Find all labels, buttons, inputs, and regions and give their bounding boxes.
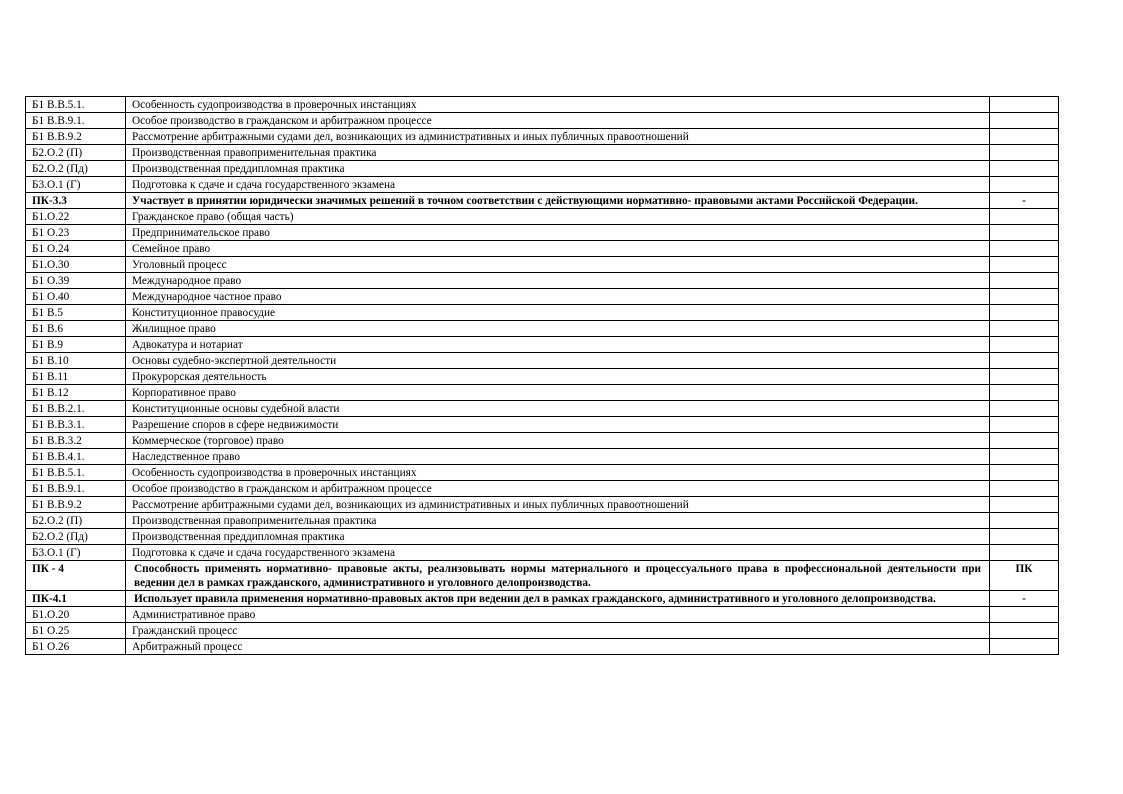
discipline-code: Б1 В.В.4.1. — [26, 449, 126, 465]
mark-cell — [990, 129, 1059, 145]
mark-cell — [990, 545, 1059, 561]
discipline-code: Б1 В.12 — [26, 385, 126, 401]
discipline-code: Б1 В.10 — [26, 353, 126, 369]
discipline-code: Б1 О.25 — [26, 623, 126, 639]
discipline-name: Международное право — [126, 273, 990, 289]
mark-cell — [990, 241, 1059, 257]
discipline-code: Б1 О.39 — [26, 273, 126, 289]
competency-code: ПК-3.3 — [26, 193, 126, 209]
discipline-name: Наследственное право — [126, 449, 990, 465]
discipline-row — [26, 607, 1059, 623]
discipline-code: Б1 В.В.9.1. — [26, 113, 126, 129]
discipline-name: Международное частное право — [126, 289, 990, 305]
mark-cell — [990, 305, 1059, 321]
discipline-row — [26, 113, 1059, 129]
discipline-name: Адвокатура и нотариат — [126, 337, 990, 353]
mark-cell — [990, 607, 1059, 623]
discipline-code: Б1 В.6 — [26, 321, 126, 337]
discipline-code: Б1 В.В.5.1. — [26, 465, 126, 481]
discipline-name: Жилищное право — [126, 321, 990, 337]
discipline-code: Б1 В.В.9.2 — [26, 497, 126, 513]
discipline-row — [26, 497, 1059, 513]
discipline-code: Б1 В.11 — [26, 369, 126, 385]
mark-cell: ПК — [990, 561, 1059, 591]
competency-description: Участвует в принятии юридически значимых решений в точном соответствии с действующими нормативно- правовыми актами Российской Федерации. — [126, 193, 990, 209]
discipline-row — [26, 385, 1059, 401]
discipline-name: Производственная преддипломная практика — [126, 529, 990, 545]
discipline-name: Особое производство в гражданском и арбитражном процессе — [126, 113, 990, 129]
discipline-name: Разрешение споров в сфере недвижимости — [126, 417, 990, 433]
discipline-row — [26, 623, 1059, 639]
discipline-code: Б1 В.В.3.2 — [26, 433, 126, 449]
discipline-row — [26, 97, 1059, 113]
discipline-code: Б2.О.2 (Пд) — [26, 161, 126, 177]
mark-cell — [990, 529, 1059, 545]
discipline-row — [26, 545, 1059, 561]
discipline-name: Конституционные основы судебной власти — [126, 401, 990, 417]
discipline-code: Б2.О.2 (П) — [26, 145, 126, 161]
discipline-row — [26, 241, 1059, 257]
discipline-row — [26, 161, 1059, 177]
mark-cell — [990, 337, 1059, 353]
discipline-code: Б1 В.9 — [26, 337, 126, 353]
discipline-code: Б1 О.23 — [26, 225, 126, 241]
table-body — [26, 97, 1059, 655]
discipline-row — [26, 529, 1059, 545]
discipline-row — [26, 209, 1059, 225]
mark-cell — [990, 273, 1059, 289]
mark-cell — [990, 209, 1059, 225]
discipline-code: Б2.О.2 (Пд) — [26, 529, 126, 545]
discipline-name: Уголовный процесс — [126, 257, 990, 273]
competency-description: Использует правила применения нормативно-правовых актов при ведении дел в рамках гражданского, административного и уголовного делопроизводства. — [126, 591, 990, 607]
discipline-name: Административное право — [126, 607, 990, 623]
mark-cell — [990, 353, 1059, 369]
mark-cell — [990, 449, 1059, 465]
discipline-row — [26, 433, 1059, 449]
mark-cell — [990, 481, 1059, 497]
mark-cell — [990, 465, 1059, 481]
discipline-code: Б3.О.1 (Г) — [26, 177, 126, 193]
discipline-code: Б2.О.2 (П) — [26, 513, 126, 529]
competency-row — [26, 591, 1059, 607]
discipline-row — [26, 449, 1059, 465]
discipline-row — [26, 353, 1059, 369]
discipline-row — [26, 401, 1059, 417]
discipline-name: Основы судебно-экспертной деятельности — [126, 353, 990, 369]
discipline-name: Особенность судопроизводства в проверочных инстанциях — [126, 97, 990, 113]
mark-cell — [990, 497, 1059, 513]
discipline-name: Производственная правоприменительная практика — [126, 145, 990, 161]
discipline-row — [26, 639, 1059, 655]
discipline-code: Б1.О.30 — [26, 257, 126, 273]
mark-cell — [990, 385, 1059, 401]
discipline-code: Б1 В.В.2.1. — [26, 401, 126, 417]
competency-discipline-table — [25, 96, 1059, 655]
mark-cell — [990, 417, 1059, 433]
discipline-name: Производственная правоприменительная практика — [126, 513, 990, 529]
mark-cell — [990, 639, 1059, 655]
discipline-code: Б1 О.24 — [26, 241, 126, 257]
discipline-row — [26, 129, 1059, 145]
mark-cell — [990, 145, 1059, 161]
discipline-code: Б1.О.22 — [26, 209, 126, 225]
discipline-code: Б1 В.В.3.1. — [26, 417, 126, 433]
discipline-name: Гражданское право (общая часть) — [126, 209, 990, 225]
discipline-code: Б1 В.В.9.2 — [26, 129, 126, 145]
discipline-name: Рассмотрение арбитражными судами дел, возникающих из административных и иных публичных правоотношений — [126, 129, 990, 145]
discipline-code: Б1 В.В.5.1. — [26, 97, 126, 113]
discipline-code: Б1.О.20 — [26, 607, 126, 623]
mark-cell — [990, 289, 1059, 305]
discipline-row — [26, 273, 1059, 289]
discipline-name: Особое производство в гражданском и арбитражном процессе — [126, 481, 990, 497]
discipline-row — [26, 481, 1059, 497]
discipline-row — [26, 177, 1059, 193]
discipline-name: Конституционное правосудие — [126, 305, 990, 321]
discipline-code: Б1 О.40 — [26, 289, 126, 305]
discipline-row — [26, 145, 1059, 161]
discipline-row — [26, 369, 1059, 385]
mark-cell: - — [990, 591, 1059, 607]
mark-cell — [990, 401, 1059, 417]
mark-cell — [990, 623, 1059, 639]
discipline-name: Подготовка к сдаче и сдача государственного экзамена — [126, 177, 990, 193]
discipline-code: Б3.О.1 (Г) — [26, 545, 126, 561]
discipline-row — [26, 225, 1059, 241]
discipline-name: Рассмотрение арбитражными судами дел, возникающих из административных и иных публичных правоотношений — [126, 497, 990, 513]
discipline-name: Семейное право — [126, 241, 990, 257]
competency-row — [26, 193, 1059, 209]
discipline-name: Коммерческое (торговое) право — [126, 433, 990, 449]
discipline-name: Производственная преддипломная практика — [126, 161, 990, 177]
mark-cell — [990, 513, 1059, 529]
mark-cell — [990, 113, 1059, 129]
mark-cell — [990, 161, 1059, 177]
competency-code: ПК-4.1 — [26, 591, 126, 607]
discipline-code: Б1 В.В.9.1. — [26, 481, 126, 497]
mark-cell — [990, 177, 1059, 193]
discipline-name: Предпринимательское право — [126, 225, 990, 241]
discipline-name: Прокурорская деятельность — [126, 369, 990, 385]
discipline-row — [26, 337, 1059, 353]
discipline-row — [26, 321, 1059, 337]
mark-cell — [990, 225, 1059, 241]
mark-cell — [990, 97, 1059, 113]
mark-cell: - — [990, 193, 1059, 209]
discipline-row — [26, 513, 1059, 529]
discipline-row — [26, 417, 1059, 433]
mark-cell — [990, 257, 1059, 273]
mark-cell — [990, 433, 1059, 449]
mark-cell — [990, 369, 1059, 385]
discipline-row — [26, 465, 1059, 481]
competency-description: Способность применять нормативно- правовые акты, реализовывать нормы материального и процессуального права в профессиональной деятельности при ведении дел в рамках гражданского, административного и уголовного делопроизводства. — [126, 561, 990, 591]
discipline-row — [26, 257, 1059, 273]
competency-row — [26, 561, 1059, 591]
discipline-name: Арбитражный процесс — [126, 639, 990, 655]
discipline-code: Б1 В.5 — [26, 305, 126, 321]
discipline-name: Гражданский процесс — [126, 623, 990, 639]
discipline-name: Корпоративное право — [126, 385, 990, 401]
discipline-code: Б1 О.26 — [26, 639, 126, 655]
discipline-row — [26, 305, 1059, 321]
discipline-name: Особенность судопроизводства в проверочных инстанциях — [126, 465, 990, 481]
competency-code: ПК - 4 — [26, 561, 126, 591]
discipline-name: Подготовка к сдаче и сдача государственного экзамена — [126, 545, 990, 561]
discipline-row — [26, 289, 1059, 305]
mark-cell — [990, 321, 1059, 337]
